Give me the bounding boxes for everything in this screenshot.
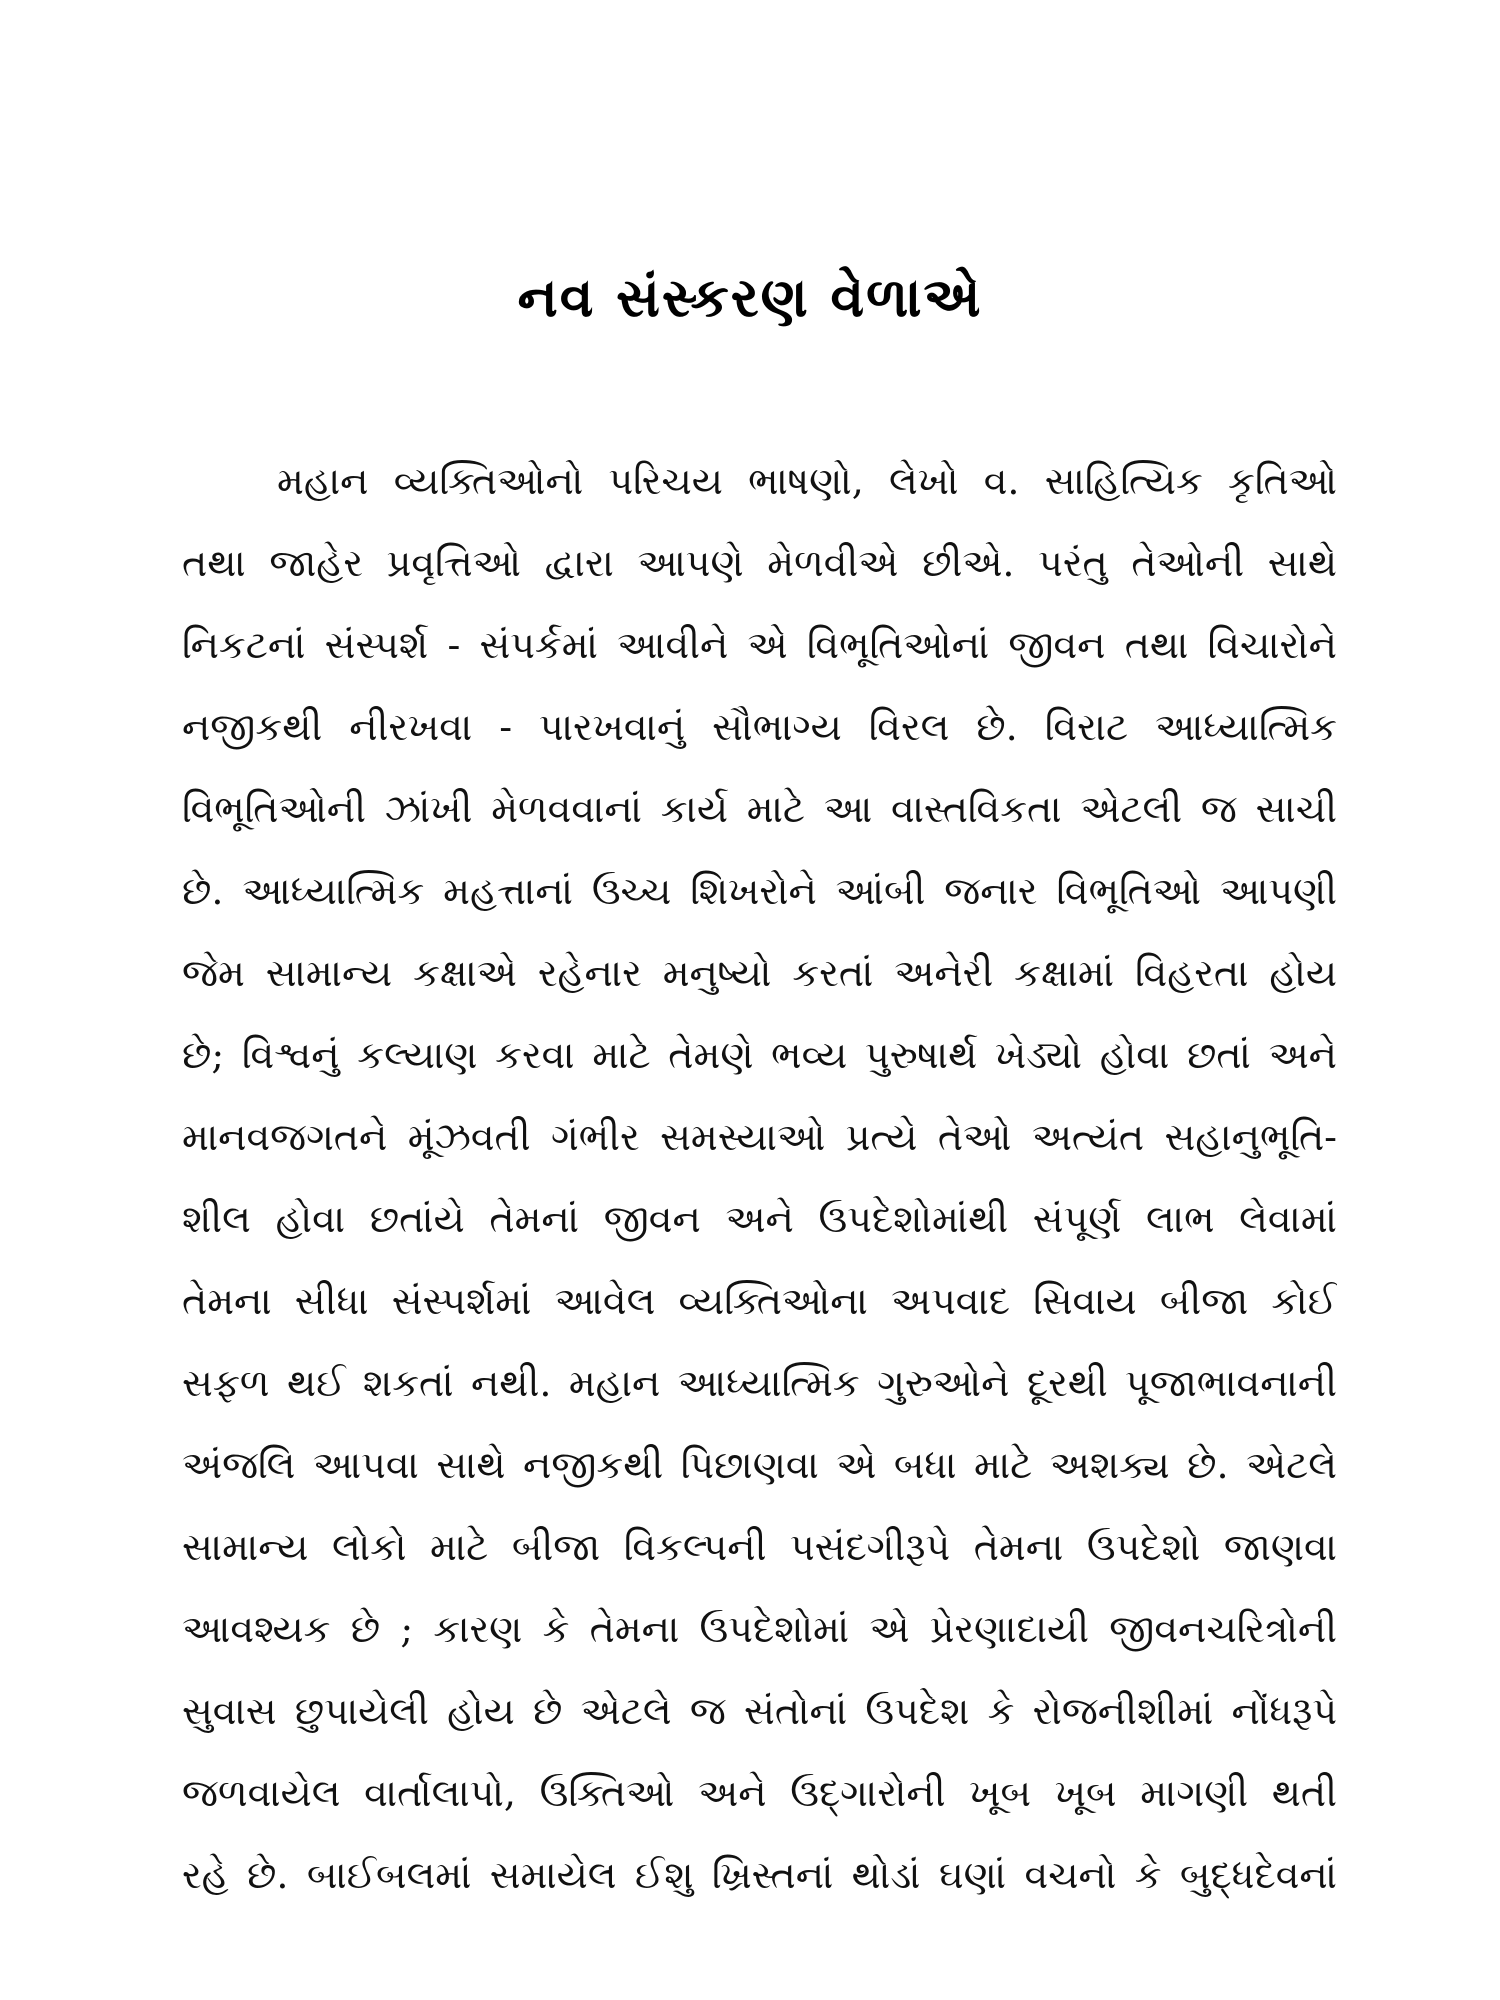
text-line: છે. આધ્યાત્મિક મહત્તાનાં ઉચ્ચ શિખરોને આંબી જનાર વિભૂતિઓ આપણી [182, 869, 1337, 913]
body-paragraph [182, 440, 1337, 1916]
text-line: સફળ થઈ શકતાં નથી. મહાન આધ્યાત્મિક ગુરુઓને દૂરથી પૂજાભાવનાની [182, 1361, 1337, 1405]
text-line: જેમ સામાન્ય કક્ષાએ રહેનાર મનુષ્યો કરતાં અનેરી કક્ષામાં વિહરતા હોય [182, 951, 1337, 995]
text-line: મહાન વ્યક્તિઓનો પરિચય ભાષણો, લેખો વ. સાહિત્યિક કૃતિઓ [277, 459, 1337, 503]
text-line: તેમના સીધા સંસ્પર્શમાં આવેલ વ્યક્તિઓના અપવાદ સિવાય બીજા કોઈ [182, 1279, 1337, 1323]
text-line: શીલ હોવા છતાંયે તેમનાં જીવન અને ઉપદેશોમાંથી સંપૂર્ણ લાભ લેવામાં [182, 1197, 1337, 1241]
text-line: અંજલિ આપવા સાથે નજીકથી પિછાણવા એ બધા માટે અશક્ય છે. એટલે [182, 1443, 1337, 1487]
text-line: નિકટનાં સંસ્પર્શ - સંપર્કમાં આવીને એ વિભૂતિઓનાં જીવન તથા વિચારોને [182, 623, 1337, 667]
text-line: છે; વિશ્વનું કલ્યાણ કરવા માટે તેમણે ભવ્ય પુરુષાર્થ ખેડ્યો હોવા છતાં અને [182, 1033, 1337, 1077]
text-line: તથા જાહેર પ્રવૃત્તિઓ દ્વારા આપણે મેળવીએ છીએ. પરંતુ તેઓની સાથે [182, 541, 1337, 585]
text-line: માનવજગતને મૂંઝવતી ગંભીર સમસ્યાઓ પ્રત્યે તેઓ અત્યંત સહાનુભૂતિ- [182, 1115, 1337, 1159]
text-line: રહે છે. બાઈબલમાં સમાયેલ ઈશુ ખ્રિસ્તનાં થોડાં ઘણાં વચનો કે બુદ્ધદેવનાં [182, 1853, 1337, 1897]
page-title: નવ સંસ્કરણ વેળાએ [517, 266, 983, 329]
text-line: નજીકથી નીરખવા - પારખવાનું સૌભાગ્ય વિરલ છે. વિરાટ આધ્યાત્મિક [182, 705, 1337, 749]
text-line: વિભૂતિઓની ઝાંખી મેળવવાનાં કાર્ય માટે આ વાસ્તવિકતા એટલી જ સાચી [182, 787, 1337, 831]
text-line: જળવાયેલ વાર્તાલાપો, ઉક્તિઓ અને ઉદ્‌ગારોની ખૂબ ખૂબ માગણી થતી [182, 1771, 1337, 1815]
text-line: આવશ્યક છે ; કારણ કે તેમના ઉપદેશોમાં એ પ્રેરણાદાયી જીવનચરિત્રોની [182, 1607, 1337, 1651]
text-line: સુવાસ છુપાયેલી હોય છે એટલે જ સંતોનાં ઉપદેશ કે રોજનીશીમાં નોંધરૂપે [182, 1689, 1337, 1733]
text-line: સામાન્ય લોકો માટે બીજા વિકલ્પની પસંદગીરૂપે તેમના ઉપદેશો જાણવા [182, 1525, 1337, 1569]
